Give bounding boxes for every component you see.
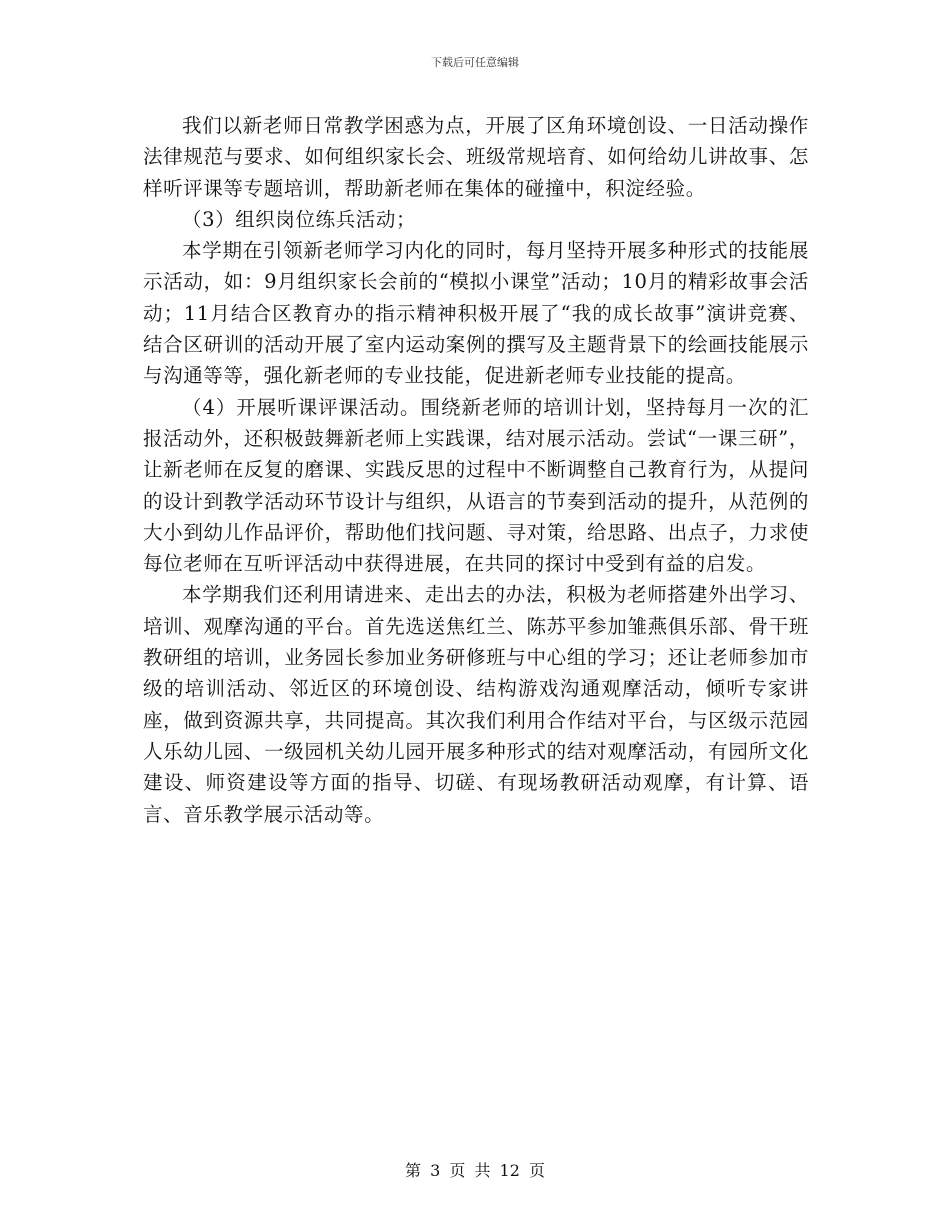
page-header: 下载后可任意编辑 bbox=[431, 56, 519, 69]
document-body bbox=[143, 110, 809, 830]
paragraph-training-topics: 我们以新老师日常教学困惑为点，开展了区角环境创设、一日活动操作法律规范与要求、如何组织家长会、班级常规培育、如何给幼儿讲故事、怎样听评课等专题培训，帮助新老师在集体的碰撞中，积淀经验。 bbox=[143, 114, 809, 200]
paragraph-lesson-evaluation: （4）开展听课评课活动。围绕新老师的培训计划，坚持每月一次的汇报活动外，还积极鼓舞新老师上实践课，结对展示活动。尝试“一课三研”，让新老师在反复的磨课、实践反思的过程中不断调整自己教育行为，从提问的设计到教学活动环节设计与组织，从语言的节奏到活动的提升，从范例的大小到幼儿作品评价，帮助他们找问题、寻对策，给思路、出点子，力求使每位老师在互听评活动中获得进展，在共同的探讨中受到有益的启发。 bbox=[143, 395, 809, 576]
paragraph-skill-showcase: 本学期在引领新老师学习内化的同时，每月坚持开展多种形式的技能展示活动，如：9月组织家长会前的“模拟小课堂”活动；10月的精彩故事会活动；11月结合区教育办的指示精神积极开展了“我的成长故事”演讲竞赛、结合区研训的活动开展了室内运动案例的撰写及主题背景下的绘画技能展示与沟通等等，强化新老师的专业技能，促进新老师专业技能的提高。 bbox=[143, 239, 809, 388]
paragraph-heading-practice: （3）组织岗位练兵活动； bbox=[182, 207, 417, 231]
paragraph-external-learning: 本学期我们还利用请进来、走出去的办法，积极为老师搭建外出学习、培训、观摩沟通的平台。首先选送焦红兰、陈苏平参加雏燕俱乐部、骨干班教研组的培训，业务园长参加业务研修班与中心组的学习；还让老师参加市级的培训活动、邻近区的环境创设、结构游戏沟通观摩活动，倾听专家讲座，做到资源共享，共同提高。其次我们利用合作结对平台，与区级示范园人乐幼儿园、一级园机关幼儿园开展多种形式的结对观摩活动，有园所文化建设、师资建设等方面的指导、切磋、有现场教研活动观摩，有计算、语言、音乐教学展示活动等。 bbox=[143, 583, 809, 826]
page-number: 第 3 页 共 12 页 bbox=[405, 1161, 545, 1180]
